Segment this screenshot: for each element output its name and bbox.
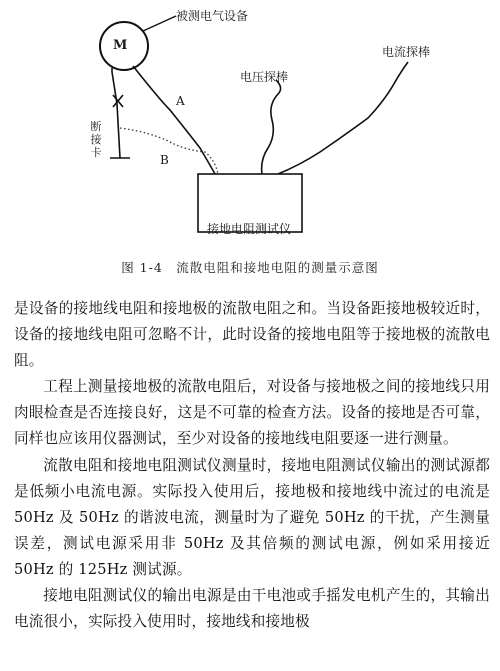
- paragraph: 接地电阻测试仪的输出电源是由干电池或手摇发电机产生的，其输出电流很小，实际投入使用时，接地线和接地极: [14, 587, 490, 631]
- measurement-diagram: [0, 0, 500, 290]
- instrument-label: 接地电阻测试仪: [207, 222, 292, 236]
- paragraph: 流散电阻和接地电阻测试仪测量时，接地电阻测试仪输出的测试源都是低频小电流电源。实际投入使用后，接地极和接地线中流过的电流是 50Hz 及 50Hz 的谐波电流，测量时为了避免 50Hz 的干扰，产生测量误差，测试电源采用非 50Hz 及其倍频的测试电源，例如采用接近 50Hz 的 125Hz 测试源。: [14, 456, 490, 578]
- device-label: 被测电气设备: [176, 9, 249, 23]
- disconnect-label: 断接卡: [90, 120, 102, 159]
- body-text: [14, 296, 490, 635]
- paragraph: 是设备的接地线电阻和接地极的流散电阻之和。当设备距接地极较近时，设备的接地线电阻可忽略不计，此时设备的接地电阻等于接地极的流散电阻。: [14, 300, 490, 370]
- wire-a: [133, 66, 215, 174]
- wire-b-label: B: [160, 153, 169, 167]
- ground-wire: [112, 68, 120, 158]
- voltage-probe-label: 电压探棒: [240, 70, 289, 84]
- wire-a-label: A: [176, 94, 185, 108]
- motor-symbol: M: [113, 38, 128, 53]
- figure-caption: 图 1-4 流散电阻和接地电阻的测量示意图: [121, 260, 379, 275]
- diagram-drawing: [0, 0, 500, 250]
- current-probe-lead: [278, 62, 408, 174]
- disconnect-cross: [113, 95, 123, 107]
- current-probe-label: 电流探棒: [382, 45, 431, 59]
- voltage-probe-lead: [262, 80, 281, 174]
- paragraph: 工程上测量接地极的流散电阻后，对设备与接地极之间的接地线只用肉眼检查是否连接良好，这是不可靠的检查方法。设备的接地是否可靠，同样也应该用仪器测试，至少对设备的接地线电阻要逐一进行测量。: [14, 378, 490, 448]
- wire-b: [120, 128, 218, 174]
